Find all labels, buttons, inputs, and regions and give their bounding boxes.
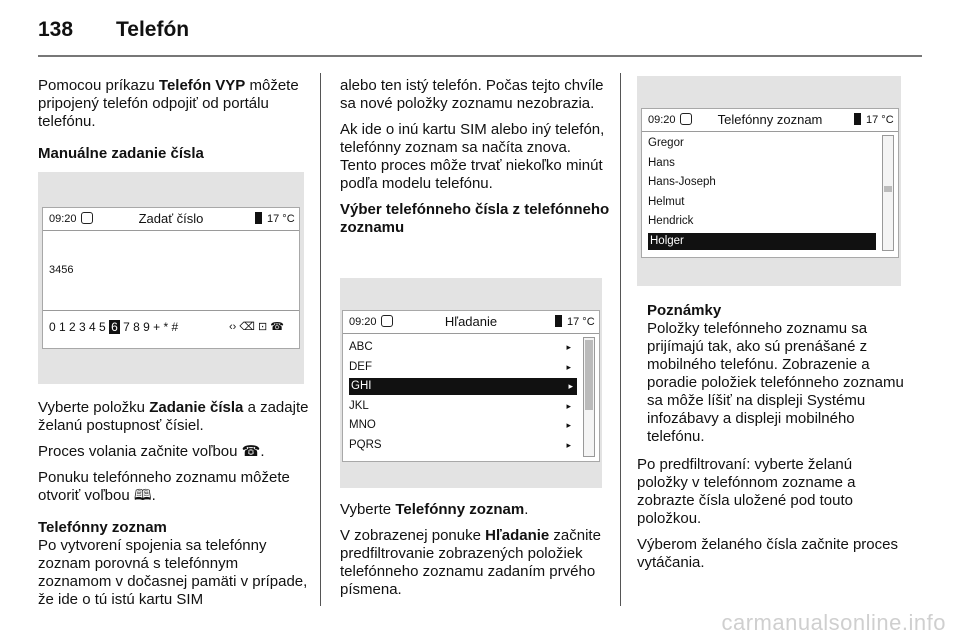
column-2 (340, 77, 610, 237)
scrollbar[interactable] (882, 135, 894, 251)
list-item[interactable]: MNO ▸ (349, 417, 575, 434)
paragraph-not-shown: alebo ten istý telefón. Počas tejto chvíle sa nové položky zoznamu nezobrazia. (340, 77, 604, 112)
paragraph-disconnect: Pomocou príkazu Telefón VYP môžete pripojený telefón odpojiť od portálu telefónu. (38, 77, 299, 130)
paragraph-select-phonebook: Vyberte Telefónny zoznam. (340, 501, 529, 518)
scrollbar-thumb[interactable] (585, 340, 593, 410)
heading-select-number: Výber telefónneho čísla z telefónneho zoznamu (340, 201, 610, 236)
chevron-right-icon: ▸ (568, 381, 573, 391)
note-heading: Poznámky (647, 302, 722, 319)
paragraph-after-filter: Po predfiltrovaní: vyberte želanú položky v telefónnom zozname a zobrazte čísla uložené pod touto položkou. (637, 456, 856, 527)
chevron-right-icon: ▸ (566, 420, 571, 430)
display-phonebook: 09:20 Telefónny zoznam 17 °C Gregor Hans Hans-Joseph Helmut Hendrick Holger (641, 108, 899, 258)
column-divider-2 (620, 73, 621, 606)
list-item[interactable]: Hendrick (648, 215, 694, 227)
note-body: Položky telefónneho zoznamu sa prijímajú tak, ako sú prenášané z mobilného telefónu. Zobrazenie a poradie položiek telefónneho zoznamu sa môže líšiť na displeji Systému infozábavy a displeji mobilného telefónu. (647, 320, 904, 445)
heading-phonebook: Telefónny zoznam (38, 519, 167, 536)
chevron-right-icon: ▸ (566, 342, 571, 352)
page-title: Telefón (116, 18, 190, 41)
list-item[interactable]: GHI ▸ (349, 378, 577, 395)
chevron-right-icon: ▸ (566, 400, 571, 411)
paragraph-search-filter: V zobrazenej ponuke Hľadanie začnite predfiltrovanie zobrazených položiek telefónneho zoznamu zadaním prvého písmena. (340, 527, 601, 598)
display-search: 09:20 Hľadanie 17 °C ABC ▸ DEF ▸ GHI ▸ JKL ▸ MNO ▸ PQRS ▸ (342, 310, 600, 462)
chevron-right-icon: ▸ (566, 439, 571, 450)
phone-signal-icon (255, 212, 262, 224)
list-item[interactable]: Hans (648, 156, 675, 169)
scrollbar[interactable] (583, 337, 595, 457)
paragraph-phonebook-sync: Po vytvorení spojenia sa telefónny zoznam porovná s telefónnym zoznamom v dočasnej pamäti v prípade, že ide o tú istú kartu SIM (38, 537, 308, 608)
list-item[interactable]: Hans-Joseph (648, 176, 716, 188)
screenshot-search (340, 278, 602, 488)
paragraph-start-call: Proces volania začnite voľbou ☎. (38, 443, 265, 460)
list-item[interactable]: DEF ▸ (349, 359, 575, 376)
header-rule (38, 55, 922, 57)
display-number-entry: 09:20 Zadať číslo 17 °C 3456 0 1 2 3 4 5 6 7 8 9 + * # ‹› ⌫ ⊡ ☎ (42, 207, 300, 349)
screenshot-phonebook (637, 76, 901, 286)
paragraph-dial: Výberom želaného čísla začnite proces vytáčania. (637, 536, 898, 571)
entry-field[interactable]: 3456 (49, 264, 74, 276)
scrollbar-thumb[interactable] (884, 186, 892, 192)
phone-signal-icon (555, 315, 562, 327)
paragraph-select-entry: Vyberte položku Zadanie čísla a zadajte želanú postupnosť čísiel. (38, 399, 309, 434)
column-1-lower (38, 399, 310, 609)
list-item[interactable]: PQRS ▸ (349, 437, 575, 454)
list-item[interactable]: JKL ▸ (349, 398, 575, 415)
list-item[interactable]: Gregor (648, 137, 684, 149)
digit-selected[interactable]: 6 (111, 320, 118, 334)
heading-manual-entry: Manuálne zadanie čísla (38, 145, 204, 162)
list-item[interactable]: Holger (648, 233, 876, 250)
digit-speller[interactable]: 0 1 2 3 4 5 6 7 8 9 + * # (49, 320, 179, 334)
column-divider-1 (320, 73, 321, 606)
phone-signal-icon (854, 113, 861, 125)
watermark: carmanualsonline.info (721, 610, 946, 635)
paragraph-open-phonebook: Ponuku telefónneho zoznamu môžete otvoriť voľbou 🕮. (38, 469, 290, 504)
paragraph-other-sim: Ak ide o inú kartu SIM alebo iný telefón, telefónny zoznam sa načíta znova. Tento proces môže trvať niekoľko minút podľa modelu telefónu. (340, 121, 605, 192)
entry-controls[interactable]: ‹› ⌫ ⊡ ☎ (229, 321, 284, 333)
chevron-right-icon: ▸ (566, 361, 571, 372)
column-1 (38, 77, 310, 163)
list-item[interactable]: ABC ▸ (349, 339, 575, 356)
column-3 (637, 302, 907, 572)
screenshot-number-entry (38, 172, 304, 384)
list-item[interactable]: Helmut (648, 195, 685, 208)
column-2-lower (340, 501, 610, 599)
note-box (637, 302, 907, 446)
page-number: 138 (38, 18, 74, 41)
